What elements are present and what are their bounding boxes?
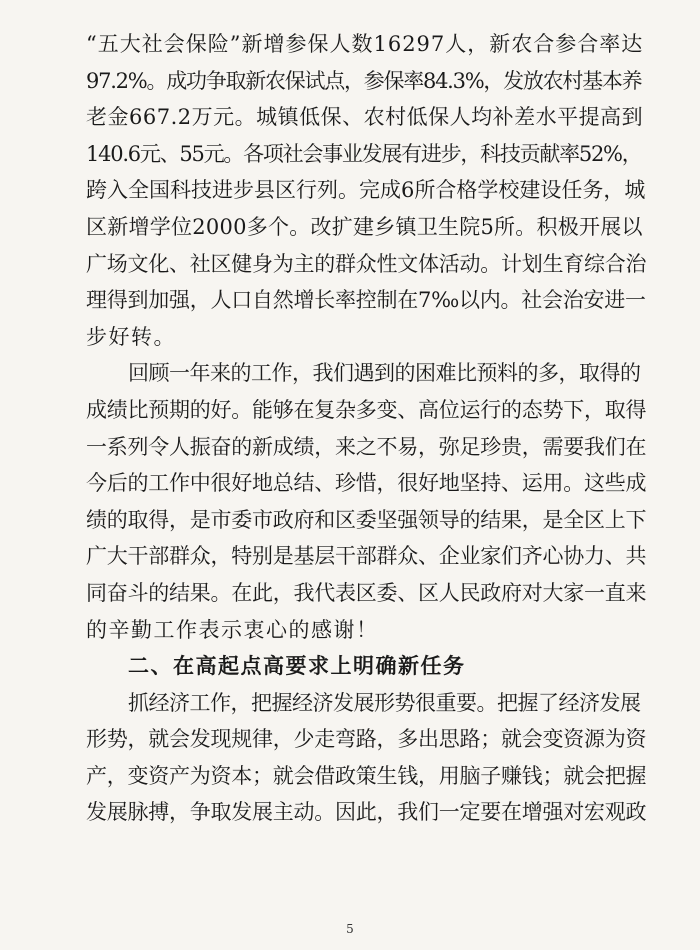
text-line: 步好转。 xyxy=(86,324,176,349)
paragraph-start-line: 回顾一年来的工作，我们遇到的困难比预料的多，取得的 xyxy=(128,361,641,386)
text-line: 成绩比预期的好。能够在复杂多变、高位运行的态势下，取得 xyxy=(86,397,647,422)
text-line: “五大社会保险”新增参保人数16297人，新农合参合率达 xyxy=(86,32,644,56)
text-line: 广大干部群众，特别是基层干部群众、企业家们齐心协力、共 xyxy=(86,544,647,569)
text-line: 的辛勤工作表示衷心的感谢！ xyxy=(86,617,379,642)
text-line: 老金667.2万元。城镇低保、农村低保人均补差水平提高到 xyxy=(86,105,644,130)
text-line: 区新增学位2000多个。改扩建乡镇卫生院5所。积极开展以 xyxy=(86,214,643,239)
text-line: 绩的取得，是市委市政府和区委坚强领导的结果，是全区上下 xyxy=(86,507,647,532)
body-text xyxy=(86,26,646,831)
text-line: 广场文化、社区健身为主的群众性文体活动。计划生育综合治 xyxy=(86,251,647,276)
text-line: 跨入全国科技进步县区行列。完成6所合格学校建设任务，城 xyxy=(86,178,646,203)
paragraph-start-line: 抓经济工作，把握经济发展形势很重要。把握了经济发展 xyxy=(128,690,641,715)
text-line: 理得到加强，人口自然增长率控制在7‰以内。社会治安进一 xyxy=(86,288,646,313)
text-line: 产，变资产为资本；就会借政策生钱，用脑子赚钱；就会把握 xyxy=(86,763,647,788)
page-number: 5 xyxy=(346,922,354,936)
section-heading: 二、在高起点高要求上明确新任务 xyxy=(128,654,466,679)
text-line: 97.2%。成功争取新农保试点，参保率84.3%，发放农村基本养 xyxy=(86,68,642,93)
text-line: 发展脉搏，争取发展主动。因此，我们一定要在增强对宏观政 xyxy=(86,800,647,825)
text-line: 今后的工作中很好地总结、珍惜，很好地坚持、运用。这些成 xyxy=(86,471,647,496)
text-line: 一系列令人振奋的新成绩，来之不易，弥足珍贵，需要我们在 xyxy=(86,434,647,459)
text-line: 140.6元、55元。各项社会事业发展有进步，科技贡献率52%， xyxy=(86,141,642,166)
text-line: 同奋斗的结果。在此，我代表区委、区人民政府对大家一直来 xyxy=(86,580,647,605)
text-line: 形势，就会发现规律，少走弯路，多出思路；就会变资源为资 xyxy=(86,727,647,752)
